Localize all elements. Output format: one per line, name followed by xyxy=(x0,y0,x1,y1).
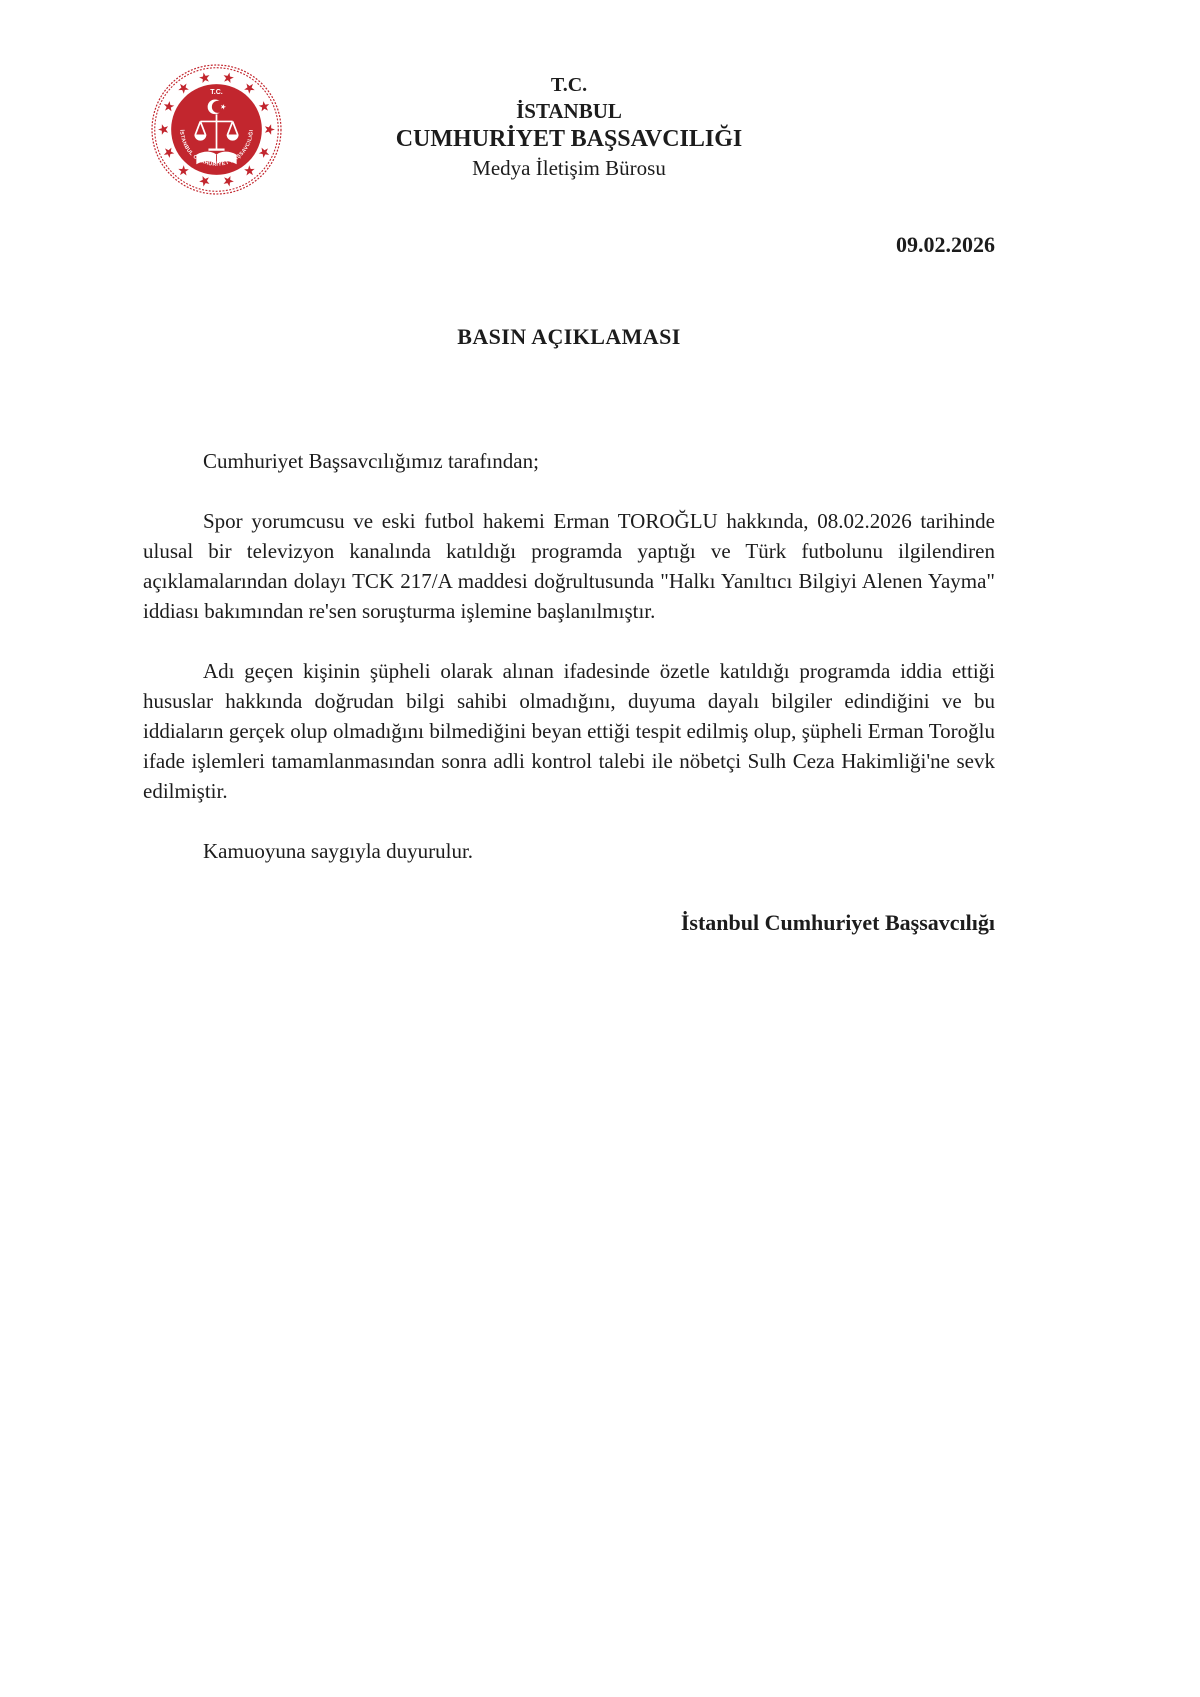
letterhead-city: İSTANBUL xyxy=(516,99,622,123)
seal-ring-text: İSTANBUL CUMHURİYET BAŞSAVCILIĞI xyxy=(178,129,255,168)
letterhead-office: CUMHURİYET BAŞSAVCILIĞI xyxy=(395,126,743,152)
document-body xyxy=(0,230,1200,938)
letterhead-bureau: Medya İletişim Bürosu xyxy=(472,156,666,180)
prosecutor-office-seal xyxy=(150,63,283,196)
letterhead-tc: T.C. xyxy=(550,74,588,96)
document-title: BASIN AÇIKLAMASI xyxy=(457,324,681,349)
document-date: 09.02.2026 xyxy=(896,232,995,257)
paragraph-closing: Kamuoyuna saygıyla duyurulur. xyxy=(203,839,474,863)
paragraph-intro: Cumhuriyet Başsavcılığımız tarafından; xyxy=(203,449,539,473)
paragraph-investigation: Spor yorumcusu ve eski futbol hakemi Erman TOROĞLU hakkında, 08.02.2026 tarihinde ulusal bir televizyon kanalında katıldığı programda yaptığı ve Türk futbolunu ilgilendiren açıklamalarından dolayı TCK 217/A maddesi doğrultusunda "Halkı Yanıltıcı Bilgiyi Alenen Yayma" iddiası bakımından re'sen soruşturma işlemine başlanılmıştır. xyxy=(143,509,995,623)
paragraph-suspect-statement: Adı geçen kişinin şüpheli olarak alınan ifadesinde özetle katıldığı programda iddia ettiği hususlar hakkında doğrudan bilgi sahibi olmadığını, duyuma dayalı bilgiler edindiğini ve bu iddiaların gerçek olup olmadığını bilmediğini beyan ettiği tespit edilmiş olup, şüpheli Erman Toroğlu ifade işlemleri tamamlanmasından sonra adli kontrol talebi ile nöbetçi Sulh Ceza Hakimliği'ne sevk edilmiştir. xyxy=(143,659,995,803)
signature: İstanbul Cumhuriyet Başsavcılığı xyxy=(680,910,995,935)
seal-tc-text: T.C. xyxy=(210,89,223,97)
